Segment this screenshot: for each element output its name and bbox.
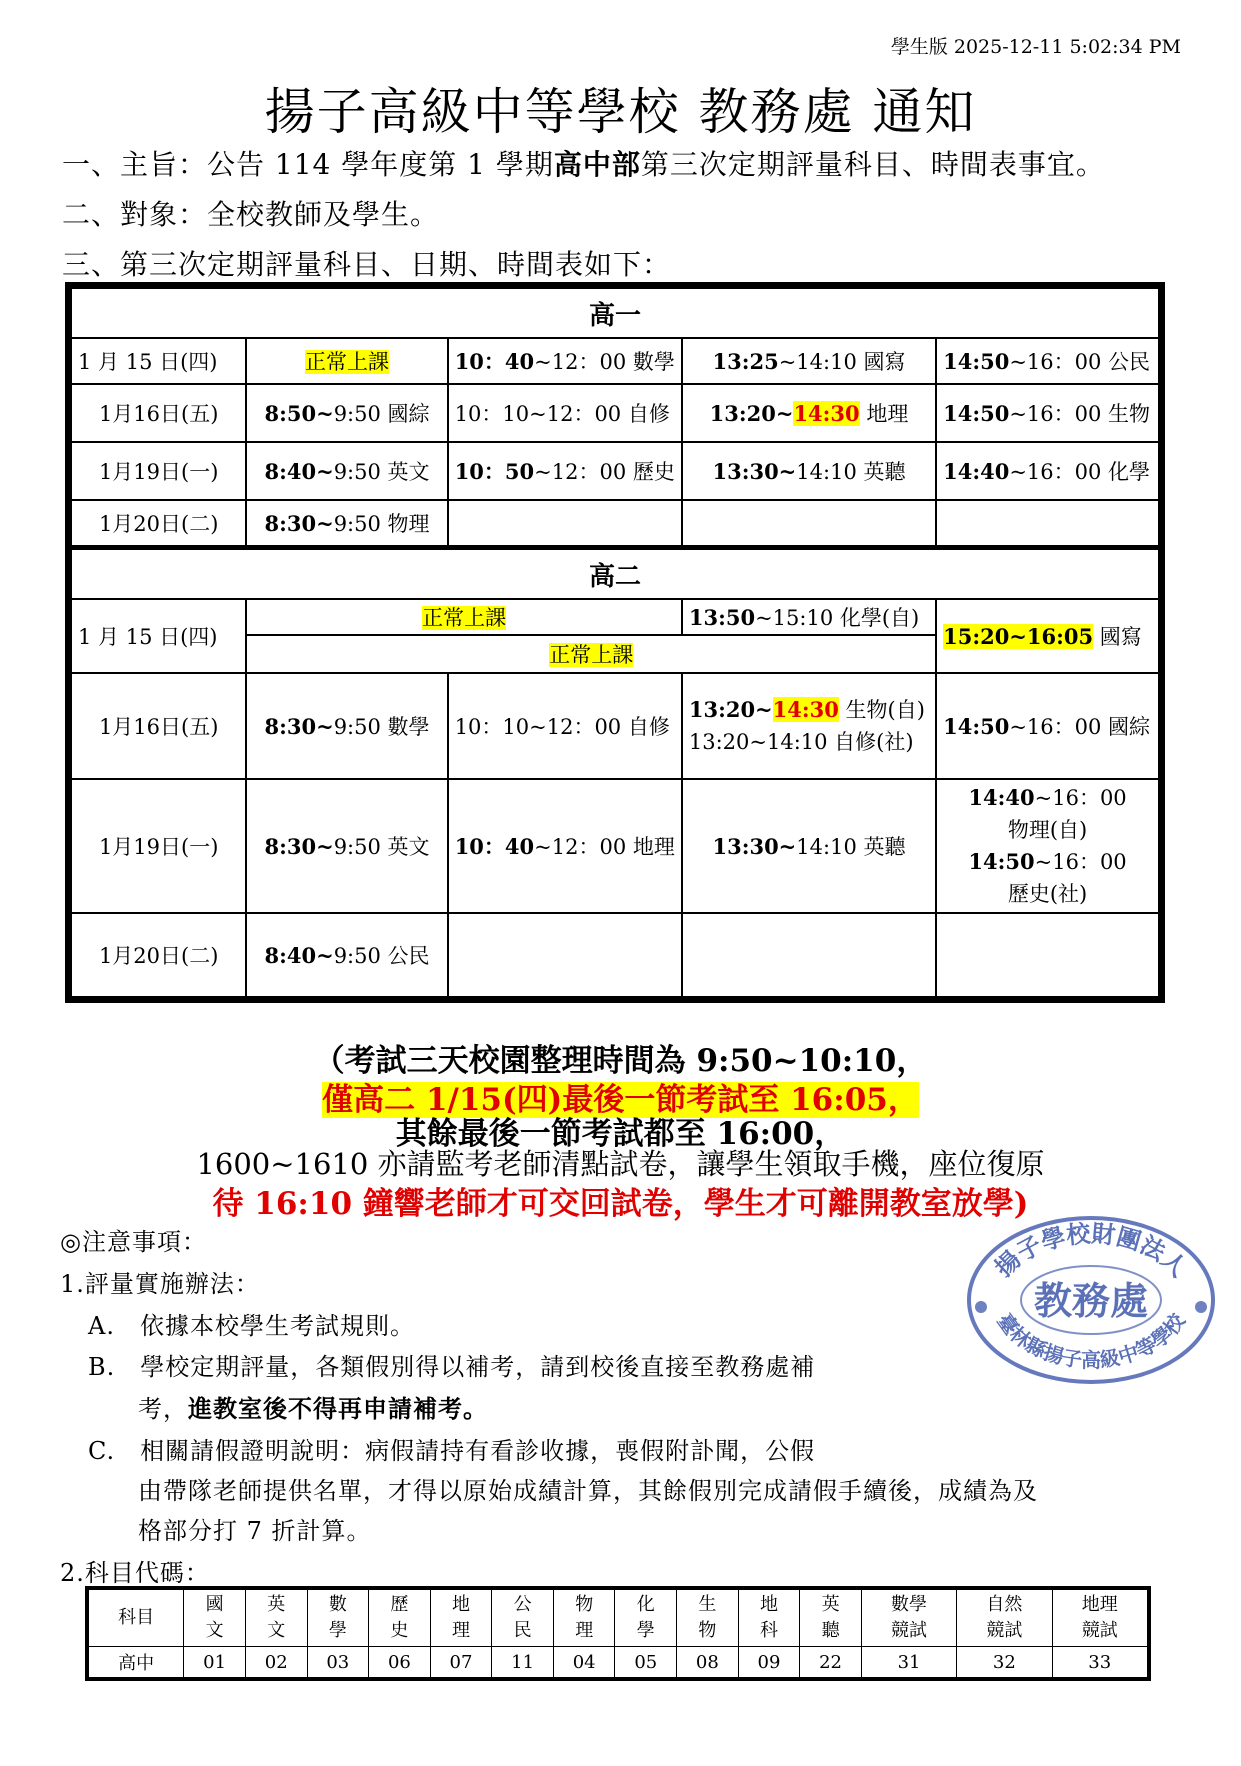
notes-item-1: 1.評量實施辦法： bbox=[60, 1270, 260, 1298]
period1-cell: 8:30~9:50 物理 bbox=[246, 500, 447, 548]
announcement-line-1: （考試三天校園整理時間為 9:50~10:10， bbox=[313, 1043, 928, 1079]
subject-code-cell: 06 bbox=[369, 1647, 431, 1678]
date-cell: 1月16日(五) bbox=[71, 384, 246, 442]
exam-schedule-table bbox=[70, 287, 1160, 998]
normal-class-cell: 正常上課 bbox=[246, 635, 936, 673]
table-row bbox=[71, 913, 1159, 997]
subject-code-cell: 31 bbox=[861, 1647, 956, 1678]
period1-cell: 8:30~9:50 英文 bbox=[246, 779, 447, 913]
empty-cell bbox=[448, 913, 682, 997]
date-cell: 1月20日(二) bbox=[71, 500, 246, 548]
table-row bbox=[71, 338, 1159, 384]
period4-cell: 14:40~16：00 化學 bbox=[936, 442, 1159, 500]
period4-cell: 15:20~16:05 國寫 bbox=[936, 599, 1159, 673]
period3-cell: 13:20~14:30 地理 bbox=[682, 384, 936, 442]
period1-cell: 8:50~9:50 國綜 bbox=[246, 384, 447, 442]
period2-cell: 10：40~12：00 數學 bbox=[448, 338, 682, 384]
period2-cell: 10：50~12：00 歷史 bbox=[448, 442, 682, 500]
period3-cell: 13:50~15:10 化學(自) bbox=[682, 599, 936, 635]
table-row bbox=[71, 384, 1159, 442]
empty-cell bbox=[448, 500, 682, 548]
subject-name-cell: 生 物 bbox=[677, 1590, 739, 1647]
subject-code-cell: 11 bbox=[492, 1647, 554, 1678]
code-level-label: 高中 bbox=[89, 1647, 184, 1678]
period1-cell: 正常上課 bbox=[246, 338, 447, 384]
svg-text:教務處: 教務處 bbox=[1033, 1278, 1149, 1323]
subject-name-cell: 歷 史 bbox=[369, 1590, 431, 1647]
item-audience: 二、對象：全校教師及學生。 bbox=[62, 198, 440, 231]
period4-cell: 14:50~16：00 公民 bbox=[936, 338, 1159, 384]
version-timestamp: 學生版 2025-12-11 5:02:34 PM bbox=[890, 36, 1181, 58]
date-cell: 1月19日(一) bbox=[71, 779, 246, 913]
section-grade2: 高二 bbox=[71, 548, 1159, 600]
subject-name-cell: 公 民 bbox=[492, 1590, 554, 1647]
period1-cell: 8:30~9:50 數學 bbox=[246, 673, 447, 779]
item1-bold: 高中部 bbox=[553, 148, 641, 181]
date-cell: 1 月 15 日(四) bbox=[71, 599, 246, 673]
item-schedule-intro: 三、第三次定期評量科目、日期、時間表如下： bbox=[62, 248, 672, 281]
subject-code-cell: 04 bbox=[553, 1647, 615, 1678]
subject-name-cell: 自然 競試 bbox=[957, 1590, 1052, 1647]
note-a: A. 依據本校學生考試規則。 bbox=[88, 1312, 415, 1340]
subject-name-cell: 英 文 bbox=[245, 1590, 307, 1647]
subject-code-cell: 02 bbox=[245, 1647, 307, 1678]
section-grade1: 高一 bbox=[71, 288, 1159, 338]
table-row bbox=[71, 500, 1159, 548]
notes-item-2: 2.科目代碼： bbox=[60, 1559, 210, 1587]
svg-text:臺林縣揚子高級中等學校: 臺林縣揚子高級中等學校 bbox=[992, 1308, 1190, 1372]
notes-heading: ◎注意事項： bbox=[60, 1228, 207, 1256]
period4-cell: 14:50~16：00 生物 bbox=[936, 384, 1159, 442]
subject-code-cell: 03 bbox=[307, 1647, 369, 1678]
table-row bbox=[71, 673, 1159, 779]
date-cell: 1 月 15 日(四) bbox=[71, 338, 246, 384]
subject-code-cell: 33 bbox=[1052, 1647, 1147, 1678]
note-c-line2: 由帶隊老師提供名單，才得以原始成績計算，其餘假別完成請假手續後，成績為及 bbox=[138, 1477, 1038, 1505]
period2-cell: 10：40~12：00 地理 bbox=[448, 779, 682, 913]
subject-name-cell: 國 文 bbox=[184, 1590, 246, 1647]
subject-name-cell: 地 科 bbox=[738, 1590, 800, 1647]
announcement-line-5: 待 16:10 鐘響老師才可交回試卷，學生才可離開教室放學) bbox=[212, 1186, 1029, 1222]
note-b-line1: B. 學校定期評量，各類假別得以補考，請到校後直接至教務處補 bbox=[88, 1353, 816, 1381]
empty-cell bbox=[682, 500, 936, 548]
subject-name-cell: 英 聽 bbox=[800, 1590, 862, 1647]
subject-code-cell: 22 bbox=[800, 1647, 862, 1678]
note-c-line3: 格部分打 7 折計算。 bbox=[138, 1517, 372, 1545]
period2-cell: 10：10~12：00 自修 bbox=[448, 384, 682, 442]
item-subject bbox=[62, 143, 1105, 183]
subject-code-cell: 07 bbox=[430, 1647, 492, 1678]
subject-code-cell: 08 bbox=[677, 1647, 739, 1678]
subject-name-cell: 數 學 bbox=[307, 1590, 369, 1647]
announcement-line-3: 其餘最後一節考試都至 16:00， bbox=[395, 1116, 846, 1152]
subject-name-cell: 數學 競試 bbox=[861, 1590, 956, 1647]
period3-cell: 13:20~14:30 生物(自) 13:20~14:10 自修(社) bbox=[682, 673, 936, 779]
table-row bbox=[71, 599, 1159, 635]
date-cell: 1月16日(五) bbox=[71, 673, 246, 779]
subject-code-cell: 32 bbox=[957, 1647, 1052, 1678]
note-b-line2: 考，進教室後不得再申請補考。 bbox=[138, 1394, 488, 1423]
subject-name-cell: 物 理 bbox=[553, 1590, 615, 1647]
date-cell: 1月19日(一) bbox=[71, 442, 246, 500]
date-cell: 1月20日(二) bbox=[71, 913, 246, 997]
subject-code-cell: 01 bbox=[184, 1647, 246, 1678]
announcement-line-4: 1600~1610 亦請監考老師清點試卷，讓學生領取手機，座位復原 bbox=[196, 1147, 1045, 1181]
subject-name-cell: 化 學 bbox=[615, 1590, 677, 1647]
normal-class-cell: 正常上課 bbox=[246, 599, 682, 635]
note-c-line1: C. 相關請假證明說明：病假請持有看診收據，喪假附訃聞，公假 bbox=[88, 1437, 816, 1465]
period3-cell: 13:25~14:10 國寫 bbox=[682, 338, 936, 384]
table-row bbox=[71, 779, 1159, 913]
empty-cell bbox=[682, 913, 936, 997]
school-seal-stamp bbox=[965, 1215, 1217, 1385]
table-row bbox=[71, 442, 1159, 500]
period2-cell: 10：10~12：00 自修 bbox=[448, 673, 682, 779]
period4-cell: 14:50~16：00 國綜 bbox=[936, 673, 1159, 779]
subject-code-cell: 05 bbox=[615, 1647, 677, 1678]
subject-code-cell: 09 bbox=[738, 1647, 800, 1678]
empty-cell bbox=[936, 500, 1159, 548]
announcement-line-2: 僅高二 1/15(四)最後一節考試至 16:05， bbox=[322, 1082, 919, 1118]
page-title: 揚子高級中等學校 教務處 通知 bbox=[264, 83, 977, 141]
period1-cell: 8:40~9:50 公民 bbox=[246, 913, 447, 997]
item1-suffix: 第三次定期評量科目、時間表事宜。 bbox=[640, 148, 1105, 181]
empty-cell bbox=[936, 913, 1159, 997]
period3-cell: 13:30~14:10 英聽 bbox=[682, 779, 936, 913]
period3-cell: 13:30~14:10 英聽 bbox=[682, 442, 936, 500]
period4-cell: 14:40~16：00 物理(自) 14:50~16：00 歷史(社) bbox=[936, 779, 1159, 913]
svg-text:揚子學校財團法人: 揚子學校財團法人 bbox=[988, 1218, 1194, 1283]
item1-prefix: 一、主旨：公告 114 學年度第 1 學期 bbox=[62, 148, 554, 181]
subject-code-table bbox=[88, 1589, 1148, 1678]
period1-cell: 8:40~9:50 英文 bbox=[246, 442, 447, 500]
subject-name-cell: 地理 競試 bbox=[1052, 1590, 1147, 1647]
code-row-label: 科目 bbox=[89, 1590, 184, 1647]
subject-name-cell: 地 理 bbox=[430, 1590, 492, 1647]
